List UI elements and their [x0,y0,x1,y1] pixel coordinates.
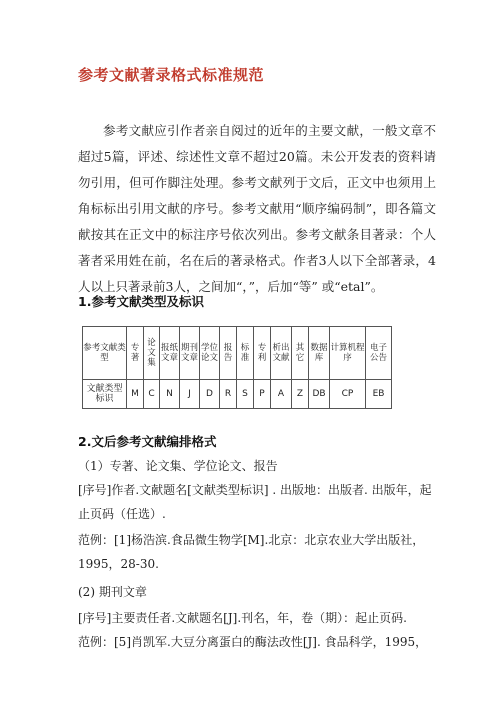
document-title: 参考文献著录格式标准规范 [78,66,265,84]
table-header-label: 参考文献类型 [83,327,127,380]
reference-type-table [82,326,392,409]
section-heading-2: 2.文后参考文献编排格式 [78,434,217,449]
type-cell: 标准 [237,327,254,380]
type-cell: 报告 [220,327,237,380]
type-cell: 报纸文章 [160,327,180,380]
format-rule: [序号]主要责任者.文献题名[J].刊名，年，卷（期）：起止页码. [78,611,407,625]
code-cell: R [220,380,237,409]
code-cell: N [160,380,180,409]
code-cell: D [200,380,220,409]
code-cell: Z [292,380,309,409]
code-cell: DB [309,380,330,409]
type-cell: 计算机程序 [330,327,366,380]
example-line: 范例：[1]杨浩滨.食品微生物学[M].北京：北京农业大学出版社，1995，28-30. [78,533,425,571]
type-cell: 专利 [254,327,271,380]
type-cell: 论文集 [144,327,160,380]
code-cell: P [254,380,271,409]
intro-paragraph: 参考文献应引作者亲自阅过的近年的主要文献，一般文章不超过5篇，评述、综述性文章不超过20篇。未公开发表的资料请勿引用，但可作脚注处理。参考文献列于文后，正文中也须用上角标标出引用文献的序号。参考文献用“顺序编码制”，即各篇文献按其在正文中的标注序号依次列出。参考文献条目著录：个人著者采用姓在前，名在后的著录格式。作者3人以下全部著录，4人以上只著录前3人，之间加“，”，后加“等” 或“etal”。 [78,123,436,294]
code-cell: M [127,380,144,409]
code-cell: C [144,380,160,409]
type-cell: 析出文献 [271,327,292,380]
table-code-row [83,380,392,409]
format-subheading: (2) 期刊文章 [78,585,147,599]
section-heading-1: 1.参考文献类型及标识 [78,294,204,309]
type-cell: 电子公告 [366,327,392,380]
type-cell: 专著 [127,327,144,380]
code-cell: S [237,380,254,409]
type-cell: 其它 [292,327,309,380]
type-cell: 学位论文 [200,327,220,380]
type-cell: 期刊文章 [180,327,200,380]
code-cell: EB [366,380,392,409]
table-code-label: 文献类型标识 [83,380,127,409]
example-line: 范例：[5]肖凯军.大豆分离蛋白的酶法改性[J]. 食品科学，1995， [78,635,428,649]
code-cell: J [180,380,200,409]
table-header-row [83,327,392,380]
code-cell: CP [330,380,366,409]
code-cell: A [271,380,292,409]
format-subheading: （1）专著、论文集、学位论文、报告 [78,459,278,473]
type-cell: 数据库 [309,327,330,380]
format-rule: [序号]作者.文献题名[文献类型标识] . 出版地：出版者. 出版年，起止页码（任选）. [78,483,432,521]
